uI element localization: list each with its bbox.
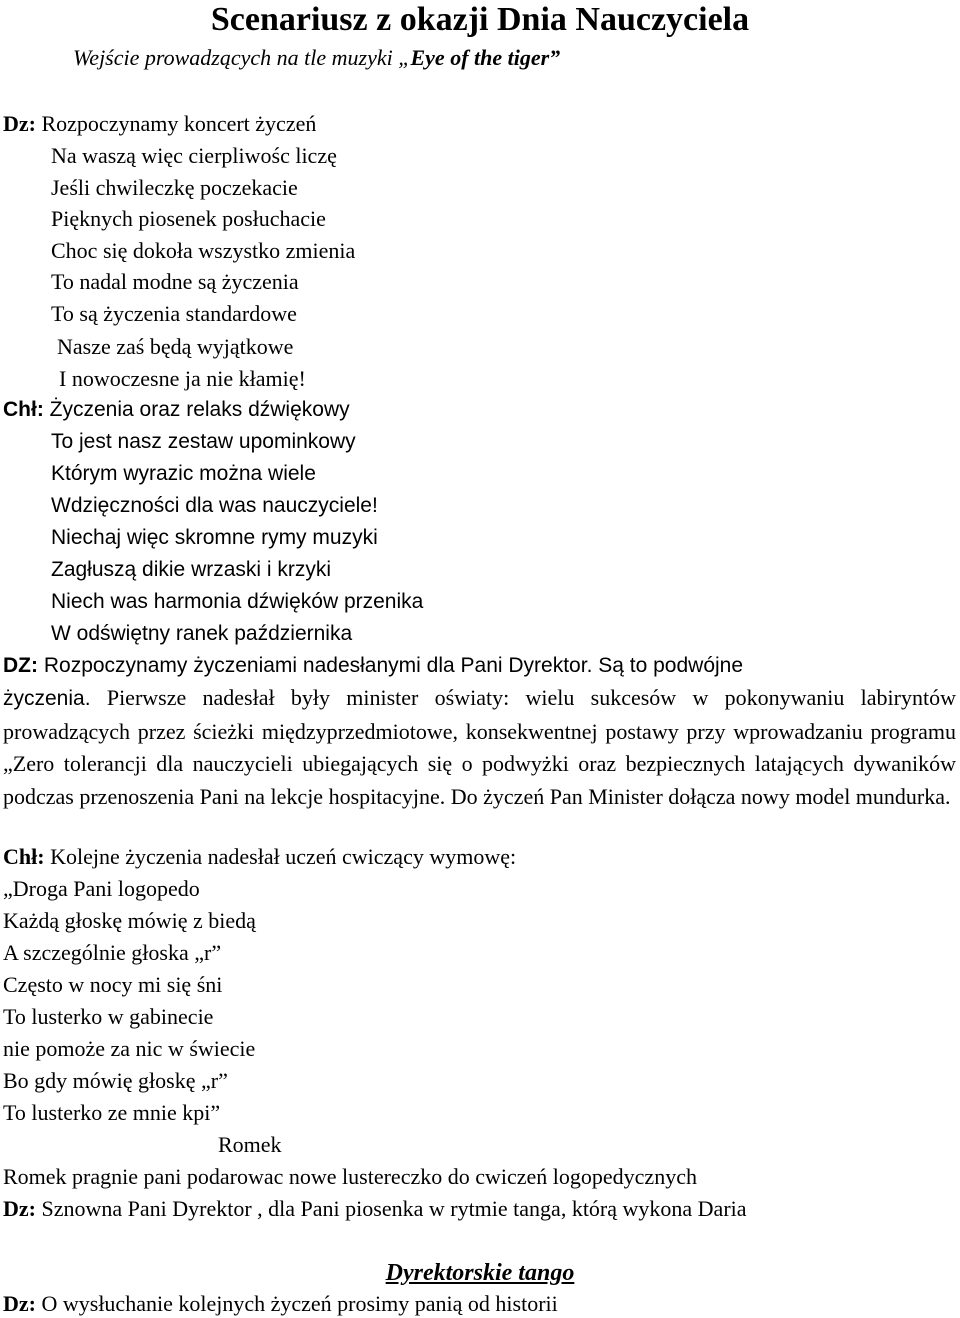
verse-text: Rozpoczynamy koncert życzeń: [41, 111, 317, 136]
verse-line: Którym wyrazic można wiele: [51, 462, 316, 485]
document-title: Scenariusz z okazji Dnia Nauczyciela: [210, 1, 750, 38]
subtitle-music: Eye of the tiger”: [410, 45, 561, 70]
poem-line: „Droga Pani logopedo: [3, 876, 200, 901]
speaker-label: Chł:: [3, 398, 44, 421]
verse-line: Zagłuszą dikie wrzaski i krzyki: [51, 558, 332, 581]
paragraph: [3, 682, 956, 813]
verse-text: Życzenia oraz relaks dźwiękowy: [49, 398, 350, 421]
verse-line: Niech was harmonia dźwięków przenika: [51, 590, 424, 613]
verse-line: Choc się dokoła wszystko zmienia: [51, 238, 356, 263]
document-subtitle: [73, 44, 560, 72]
verse-line: To jest nasz zestaw upominkowy: [51, 430, 356, 453]
verse-line: W odświętny ranek października: [51, 622, 353, 645]
poem-signature: Romek: [218, 1132, 282, 1157]
poem-line: A szczególnie głoska „r”: [3, 940, 222, 965]
poem-line: To lusterko ze mnie kpi”: [3, 1100, 221, 1125]
poem-line: To lusterko w gabinecie: [3, 1004, 214, 1029]
paragraph-text: Pierwsze nadesłał były minister oświaty: wielu sukcesów w pokonywaniu labiryntów prowadzących przez ścieżki międzyprzedmiotowe, konsekwentnej postawy przy wprowadzaniu programu „Zero tolerancji dla nauczycieli ubiegających się o podwyżki oraz bezpiecznych latających dywaników podczas przenoszenia Pani na lekcje hospitacyjne. Do życzeń Pan Minister dołącza nowy model mundurka.: [3, 685, 956, 809]
song-title: Dyrektorskie tango: [385, 1260, 575, 1286]
speaker-label: DZ:: [3, 654, 38, 677]
poem-line: Bo gdy mówię głoskę „r”: [3, 1068, 228, 1093]
verse-line: Niechaj więc skromne rymy muzyki: [51, 526, 378, 549]
verse-line: Nasze zaś będą wyjątkowe: [57, 334, 294, 359]
poem-line: nie pomoże za nic w świecie: [3, 1036, 256, 1061]
poem-line: Często w nocy mi się śni: [3, 972, 223, 997]
speaker-label: Chł:: [3, 844, 45, 869]
verse-line: [3, 1290, 558, 1318]
poem-line: Każdą głoskę mówię z biedą: [3, 908, 256, 933]
speaker-label: Dz:: [3, 1291, 36, 1316]
verse-text: Sznowna Pani Dyrektor , dla Pani piosenka w rytmie tanga, którą wykona Daria: [41, 1196, 747, 1221]
verse-line: Pięknych piosenek posłuchacie: [51, 206, 326, 231]
verse-line: Na waszą więc cierpliwośc liczę: [51, 143, 337, 168]
verse-text: O wysłuchanie kolejnych życzeń prosimy panią od historii: [41, 1291, 558, 1316]
paragraph-text: Rozpoczynamy życzeniami nadesłanymi dla Pani Dyrektor. Są to podwójne: [43, 654, 744, 677]
subtitle-text: Wejście prowadzących na tle muzyki „: [73, 45, 411, 70]
verse-line: Jeśli chwileczkę poczekacie: [51, 175, 298, 200]
verse-line: [3, 396, 350, 424]
verse-line: [3, 1195, 747, 1223]
verse-text: Kolejne życzenia nadesłał uczeń cwiczący wymowę:: [50, 844, 517, 869]
verse-line: To są życzenia standardowe: [51, 301, 297, 326]
verse-line: [3, 110, 316, 138]
verse-line: Wdzięczności dla was nauczyciele!: [51, 494, 378, 517]
verse-line: Romek pragnie pani podarowac nowe lustereczko do cwiczeń logopedycznych: [3, 1164, 697, 1189]
verse-line: To nadal modne są życzenia: [51, 269, 299, 294]
verse-line: [3, 843, 516, 871]
verse-line: I nowoczesne ja nie kłamię!: [59, 366, 306, 391]
speaker-label: Dz:: [3, 1196, 36, 1221]
paragraph-text: życzenia.: [3, 687, 91, 710]
paragraph: [3, 650, 956, 683]
speaker-label: Dz:: [3, 111, 36, 136]
